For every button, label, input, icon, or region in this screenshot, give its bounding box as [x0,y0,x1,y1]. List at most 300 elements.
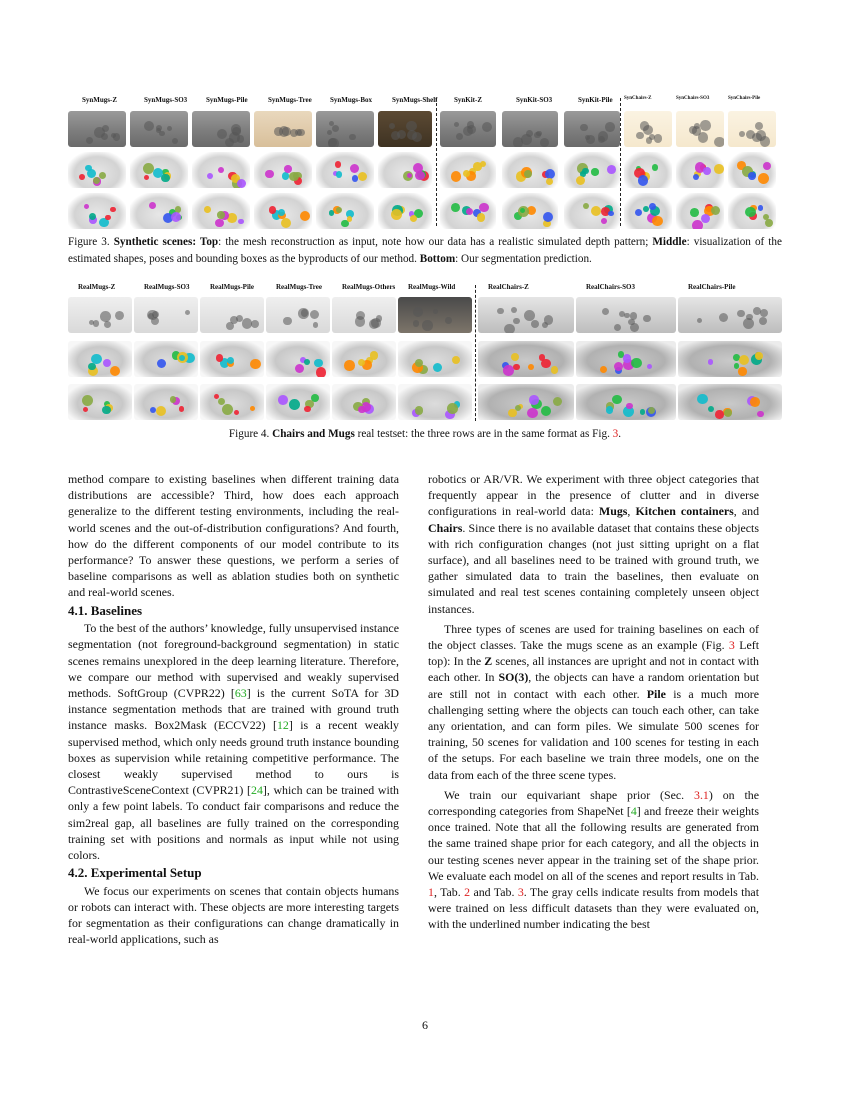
segmentation-thumbnail [502,193,558,229]
bold-term: Kitchen containers [635,504,734,519]
scene-object [237,179,246,188]
scene-object [643,315,651,323]
scene-object [608,211,614,217]
scene-object [598,136,605,143]
scene-object [454,122,459,127]
scene-object [167,126,172,131]
scene-object [508,409,517,418]
paragraph [68,620,399,863]
segmentation-thumbnail [478,384,574,420]
segmentation-thumbnail [316,193,374,229]
mesh-reconstruction-thumbnail [316,111,374,147]
scene-object [304,359,310,365]
scene-object [654,134,663,143]
scene-object [433,363,442,372]
scene-object [310,310,319,319]
scene-object [607,165,616,174]
text: scenes, all instances are upright and not in contact with each other. In [428,654,759,685]
scene-object [298,308,309,319]
scene-object [144,175,149,180]
scene-object [313,322,319,328]
scene-object [513,318,519,324]
scene-object [93,177,100,184]
scene-object [336,207,342,213]
scene-object [528,364,534,370]
figure-4-column-label: RealMugs-Tree [276,283,323,291]
scene-object [628,319,634,325]
input-scan-thumbnail [576,297,676,333]
scene-object [541,406,551,416]
figure-4 [68,283,782,423]
scene-object [715,410,724,419]
scene-object [758,205,763,210]
shape-estimate-thumbnail [68,152,126,188]
caption-prefix: Figure 4. [228,428,273,440]
scene-object [451,203,460,212]
scene-object [591,168,598,175]
figure-3-caption [68,234,782,267]
mesh-reconstruction-thumbnail [254,111,312,147]
scene-object [640,409,645,414]
figure-4-column-label: RealChairs-Pile [688,283,736,291]
scene-object [415,359,423,367]
text: ) on the corresponding categories from ShapeNet [ [428,787,759,819]
scene-object [250,406,255,411]
figure-4-column-label: RealMugs-Pile [210,283,254,291]
scene-object [714,164,724,174]
shape-estimate-thumbnail [502,152,558,188]
scene-object [638,175,649,186]
scene-object [739,131,745,137]
scene-object [222,404,233,415]
bold-term: Chairs [428,520,463,535]
scene-object [580,124,588,132]
scene-object [156,406,166,416]
scene-object [347,216,353,222]
scene-object [297,129,304,136]
scene-object [534,132,541,139]
input-scan-thumbnail [332,297,396,333]
caption-text: : the mesh reconstruction as input, note how our data has a realistic simulated depth pattern; [218,236,653,248]
scene-object [91,354,102,365]
scene-object [697,318,702,323]
figure-4-column-label: RealChairs-Z [488,283,529,291]
scene-object [643,206,649,212]
scene-object [708,406,714,412]
scene-object [358,172,367,181]
scene-object [159,131,165,137]
segmentation-thumbnail [130,193,188,229]
scene-object [215,219,224,228]
scene-object [99,172,106,179]
scene-object [527,408,537,418]
scene-object [82,395,93,406]
scene-object [304,406,310,412]
caption-text: real testset: the three rows are in the same format as Fig. [354,428,613,440]
mesh-reconstruction-thumbnail [130,111,188,147]
segmentation-thumbnail [134,384,198,420]
scene-object [170,396,176,402]
scene-object [703,167,711,175]
scene-object [690,208,699,217]
caption-bold: Middle [652,236,687,248]
page-number: 6 [422,1018,428,1032]
scene-object [413,307,423,317]
scene-object [332,125,339,132]
scene-object [482,122,492,132]
scene-object [511,353,519,361]
scene-object [150,407,156,413]
scene-object [601,218,607,224]
scene-object [407,130,417,140]
scene-object [631,358,641,368]
scene-object [614,324,621,331]
scene-object [447,403,458,414]
scene-object [148,313,154,319]
scene-object [237,135,244,142]
scene-object [86,137,93,144]
shape-estimate-thumbnail [266,341,330,377]
scene-object [93,320,99,326]
scene-object [745,207,755,217]
scene-object [278,395,288,405]
text: Left top): In the [428,638,760,669]
text: We train our equivariant shape prior (Sec. [444,787,695,802]
input-scan-thumbnail [68,297,132,333]
scene-object [327,130,332,135]
paragraph: method compare to existing baselines when different training data distributions are accessible? Third, how does each approach generalize to the different testing environments, including the real-world scenes and the out-of-distribution configurations? And fourth, how do the different components of our model contribute to its performance? To answer these questions, we perform a series of baseline comparisons as well as ablation studies both on synthetic and real-world scenes. [68,472,399,600]
figure-4-column-label: RealMugs-Wild [408,283,456,291]
scene-object [734,363,739,368]
scene-object [714,137,724,147]
scene-object [349,134,356,141]
segmentation-thumbnail [266,384,330,420]
scene-object [708,359,714,365]
table-reference-link[interactable]: 2 [464,885,471,900]
scene-object [526,130,533,137]
text: ], which can be trained with only a few point labels. To conduct fair comparisons and reduce the sim2real gap, all baselines are fully trained on the corresponding training set with positions and normals as input while not using colors. [68,783,400,862]
scene-object [763,162,771,170]
figure-4-column-label: RealMugs-SO3 [144,283,190,291]
shape-estimate-thumbnail [564,152,620,188]
scene-object [227,357,234,364]
input-scan-thumbnail [200,297,264,333]
segmentation-thumbnail [728,193,776,229]
scene-object [358,406,366,414]
scene-object [701,214,710,223]
figure-3-column-label: SynChairs-Pile [728,96,761,101]
scene-object [216,354,223,361]
figure-3-column-label: SynMugs-Shelf [392,96,438,104]
caption-bold: Synthetic scenes: Top [113,236,219,248]
group-divider [620,98,621,226]
scene-object [84,204,90,210]
text: . Since there is no available dataset that contains these objects with rich configuration changes (not just sitting upright on a flat surface), and all baselines need to be trained with ground truth, we gather simulated data to train the baselines, then evaluate on simulated and real test scenes containing completely unseen object instances. [428,520,759,616]
scene-object [542,322,548,328]
scene-object [83,407,88,412]
scene-object [636,132,644,140]
bold-term: Z [484,654,493,669]
scene-object [531,320,539,328]
input-scan-thumbnail [478,297,574,333]
segmentation-thumbnail [678,384,782,420]
scene-object [760,309,768,317]
scene-object [204,206,211,213]
bold-term: Pile [646,686,666,701]
segmentation-thumbnail [440,193,496,229]
scene-object [352,175,359,182]
figure-3-column-label: SynMugs-Z [82,96,118,104]
segmentation-thumbnail [254,193,312,229]
scene-object [236,315,243,322]
text: ] is a recent weakly supervised method, which only needs ground truth instance bounding boxes as supervision while retaining competitive performance. The closest weakly supervised method to ours is ContrastiveSceneContext (CVPR21) [ [68,718,399,798]
input-scan-thumbnail [266,297,330,333]
scene-object [612,395,622,405]
scene-object [300,211,311,222]
scene-object [652,164,659,171]
paragraph [428,621,759,783]
segmentation-thumbnail [676,193,724,229]
scene-object [524,170,532,178]
shape-estimate-thumbnail [378,152,432,188]
caption-text: : Our segmentation prediction. [455,252,592,265]
scene-object [144,121,155,132]
scene-object [350,164,359,173]
segmentation-thumbnail [576,384,676,420]
scene-object [755,352,763,360]
scene-object [415,406,424,415]
input-scan-thumbnail [678,297,782,333]
shape-estimate-thumbnail [728,152,776,188]
figure-reference-link[interactable]: 3 [728,638,735,653]
scene-object [635,209,642,216]
scene-object [693,174,699,180]
section-heading-experimental-setup: 4.2. Experimental Setup [68,865,202,881]
scene-object [529,395,538,404]
scene-object [576,176,585,185]
scene-object [283,317,291,325]
segmentation-thumbnail [564,193,620,229]
scene-object [711,206,720,215]
shape-estimate-thumbnail [254,152,312,188]
shape-estimate-thumbnail [624,152,672,188]
scene-object [626,403,632,409]
figure-3-grid [68,108,782,228]
scene-object [282,172,289,179]
scene-object [104,321,111,328]
mesh-reconstruction-thumbnail [564,111,620,147]
scene-object [217,129,227,139]
scene-object [281,218,291,228]
scene-object [605,122,615,132]
scene-object [503,365,514,376]
scene-object [250,359,261,370]
scene-object [692,126,702,136]
figure-3-column-label: SynKit-Z [454,96,483,104]
scene-object [265,170,273,178]
citation-link[interactable]: 63 [234,685,247,700]
text: and Tab. [470,885,518,900]
text: ] and freeze their weights once trained. Note that all the following results are generated from the same trained shape prior for each category, and all the objects in our testing scenes never appear in the training set of the shape prior. We evaluate each model on all of the scenes and report results in Tab. [428,804,759,883]
figure-reference-link[interactable]: 3 [612,428,619,440]
scene-object [738,367,746,375]
scene-object [456,133,463,140]
scene-object [284,165,291,172]
input-scan-thumbnail [398,297,472,333]
scene-object [647,364,652,369]
scene-object [110,366,121,377]
segmentation-thumbnail [332,384,396,420]
scene-object [207,173,213,179]
segmentation-thumbnail [398,384,472,420]
scene-object [765,219,774,228]
scene-object [600,366,607,373]
scene-object [739,355,749,365]
scene-object [282,127,290,135]
scene-object [759,317,767,325]
bold-term: SO(3) [498,670,529,685]
shape-estimate-thumbnail [332,341,396,377]
mesh-reconstruction-thumbnail [676,111,724,147]
caption-prefix: Figure 3. [68,236,114,248]
figure-3-column-label: SynMugs-Box [330,96,373,104]
scene-object [513,364,520,371]
scene-object [649,203,656,210]
scene-object [356,311,365,320]
scene-object [290,129,298,137]
scene-object [413,320,419,326]
scene-object [335,161,341,167]
shape-estimate-thumbnail [576,341,676,377]
scene-object [513,137,524,147]
scene-object [719,313,728,322]
scene-object [101,133,108,140]
scene-object [289,399,300,410]
scene-object [750,397,760,407]
scene-object [110,207,116,213]
scene-object [524,310,535,321]
segmentation-thumbnail [624,193,672,229]
scene-object [149,202,156,209]
scene-object [451,171,461,181]
section-reference-link[interactable]: 3.1 [694,787,709,802]
scene-object [231,124,241,134]
text: , Tab. [433,885,465,900]
figure-3-column-label: SynKit-SO3 [516,96,553,104]
shape-estimate-thumbnail [68,341,132,377]
mesh-reconstruction-thumbnail [192,111,250,147]
scene-object [546,178,554,186]
caption-bold: Bottom [419,252,456,265]
scene-object [433,309,438,314]
figure-3-labels [68,96,782,108]
scene-object [410,215,417,222]
segmentation-thumbnail [68,193,126,229]
figure-3-column-label: SynMugs-Tree [268,96,312,104]
shape-estimate-thumbnail [398,341,472,377]
scene-object [269,206,276,213]
group-divider [436,98,437,226]
shape-estimate-thumbnail [130,152,188,188]
scene-object [238,219,244,225]
text: , the objects can have a random orientation but are still not in contact with each other. [428,670,759,701]
mesh-reconstruction-thumbnail [728,111,776,147]
text: . The gray cells indicate results from models that were trained on less difficult datasets than they were evaluated on, with the underlined number indicating the best [428,885,760,932]
scene-object [700,120,711,131]
scene-object [511,307,517,313]
segmentation-thumbnail [68,384,132,420]
shape-estimate-thumbnail [678,341,782,377]
citation-link[interactable]: 4 [630,804,637,819]
scene-object [504,324,514,333]
scene-object [391,209,402,220]
scene-object [422,320,433,331]
text: is a much more challenging setting where the objects can touch each other, can take any orientation, and can form piles. We simulate 500 scenes for training, 50 scenes for validation and 100 scenes for testing in each of the setups. For each baseline we train three models, one on the data from each of the three scene types. [428,686,760,782]
scene-object [553,397,562,406]
left-column [68,471,399,947]
segmentation-thumbnail [192,193,250,229]
citation-link[interactable]: 24 [251,783,263,798]
scene-object [115,311,124,320]
scene-object [463,170,470,177]
shape-estimate-thumbnail [440,152,496,188]
text: , [627,504,636,519]
scene-object [640,121,649,130]
text: , and [733,504,760,519]
scene-object [480,161,486,167]
scene-object [755,122,764,131]
scene-object [171,212,181,222]
text: To the best of the authors’ knowledge, fully unsupervised instance segmentation (not foreground-background segmentation) in static scenes remains unexplored in the deep learning literature. Therefore, we compare our method with supervised and weakly supervised methods. SoftGroup (CVPR22) [ [68,621,399,700]
scene-object [445,317,452,324]
scene-object [551,366,559,374]
scene-object [102,406,111,415]
figure-4-caption [68,427,782,442]
figure-3-column-label: SynChairs-Z [624,96,652,101]
figure-3-column-label: SynMugs-SO3 [144,96,188,104]
scene-object [172,138,178,144]
scene-object [602,308,609,315]
paragraph: We focus our experiments on scenes that contain objects humans or robots can interact with. These objects are more interesting targets for segmentation as their configurations can change dramatically in real-world applications, such as [68,883,399,947]
table-reference-link[interactable]: 1 [428,885,434,900]
scene-object [583,203,589,209]
text: Three types of scenes are used for training baselines on each of the object classes. Take the mugs scene as an example (Fig. [428,621,759,653]
scene-object [89,213,96,220]
figure-4-column-label: RealMugs-Z [78,283,116,291]
caption-bold: Chairs and Mugs [272,428,355,440]
scene-object [105,215,111,221]
shape-estimate-thumbnail [316,152,374,188]
scene-object [179,406,185,412]
figure-3-column-label: SynMugs-Pile [206,96,248,104]
shape-estimate-thumbnail [676,152,724,188]
scene-object [760,136,771,147]
scene-object [344,360,354,370]
scene-object [758,173,769,184]
citation-link[interactable]: 12 [276,718,289,733]
text: robotics or AR/VR. We experiment with three object categories that frequently appear in the presence of clutter and in diverse configurations in real-world data: [428,472,759,519]
right-column [428,471,759,933]
scene-object [748,172,756,180]
table-reference-link[interactable]: 3 [517,885,524,900]
shape-estimate-thumbnail [200,341,264,377]
scene-object [371,318,380,327]
text: ] is the current SoTA for 3D instance segmentation methods that are trained with ground truth instance masks. Box2Mask (ECCV22) [ [68,685,399,733]
scene-object [582,168,589,175]
scene-object [591,206,601,216]
scene-object [103,359,111,367]
scene-object [477,213,486,222]
